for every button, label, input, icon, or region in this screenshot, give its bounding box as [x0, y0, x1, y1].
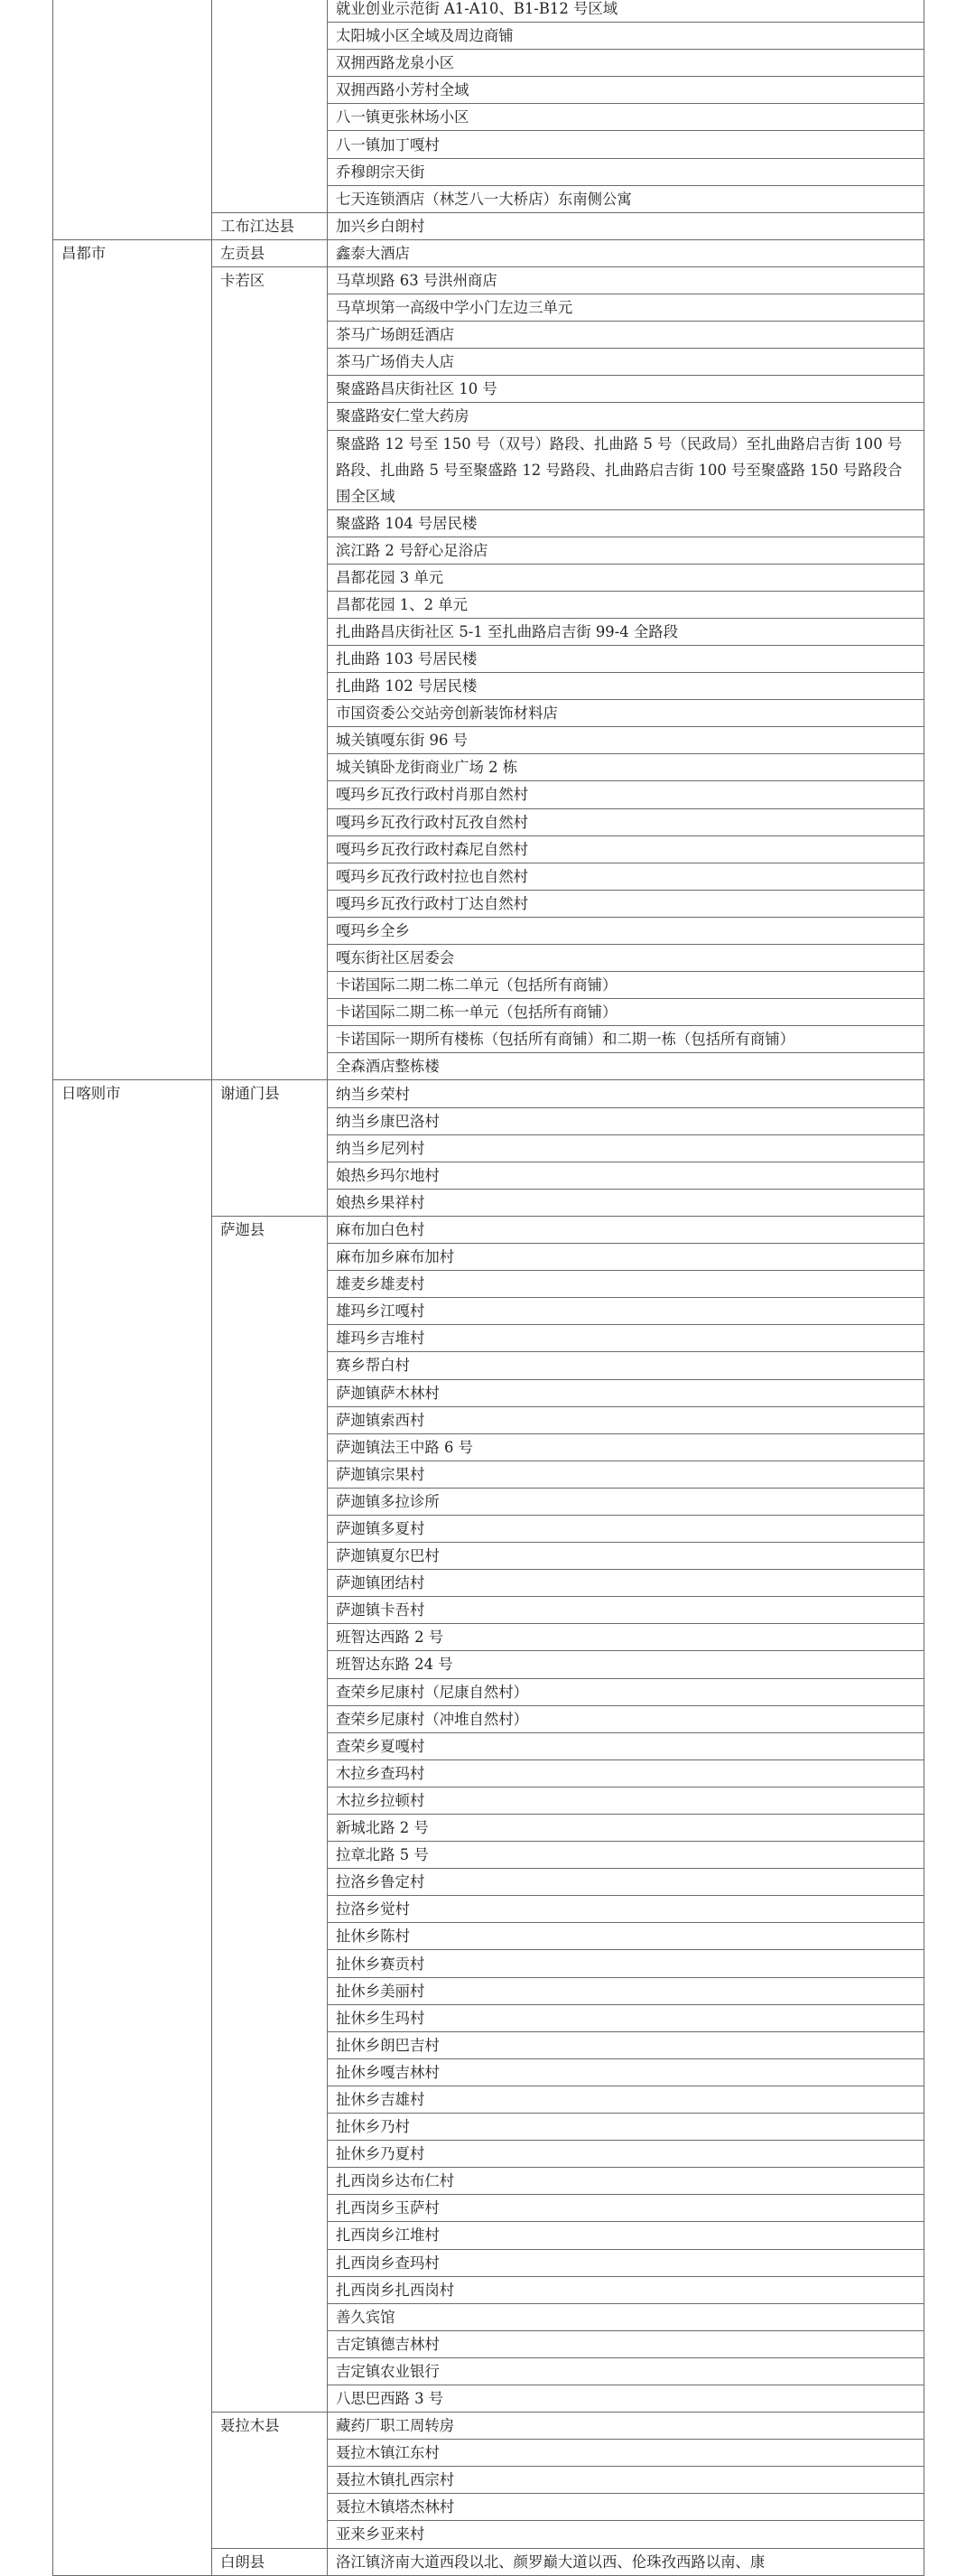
- place-cell: 雄麦乡雄麦村: [328, 1271, 924, 1298]
- place-cell: 扯休乡吉雄村: [328, 2086, 924, 2113]
- place-cell: 茶马广场俏夫人店: [328, 349, 924, 376]
- place-cell: 扎曲路 102 号居民楼: [328, 673, 924, 700]
- place-cell: 嘎玛乡瓦孜行政村丁达自然村: [328, 890, 924, 917]
- place-cell: 木拉乡拉顿村: [328, 1787, 924, 1814]
- place-cell: 七天连锁酒店（林芝八一大桥店）东南侧公寓: [328, 185, 924, 212]
- place-cell: 新城北路 2 号: [328, 1815, 924, 1842]
- place-cell: 扎西岗乡查玛村: [328, 2249, 924, 2276]
- place-cell: 城关镇卧龙街商业广场 2 栋: [328, 754, 924, 781]
- place-cell: 班智达东路 24 号: [328, 1651, 924, 1678]
- place-cell: 聚盛路安仁堂大药房: [328, 403, 924, 430]
- place-cell: 麻布加白色村: [328, 1216, 924, 1243]
- place-cell: 扯休乡生玛村: [328, 2004, 924, 2031]
- place-cell: 聂拉木镇江东村: [328, 2440, 924, 2467]
- place-cell: 昌都花园 3 单元: [328, 564, 924, 591]
- county-cell: [212, 0, 328, 212]
- place-cell: 萨迦镇卡吾村: [328, 1597, 924, 1624]
- place-cell: 卡诺国际二期二栋二单元（包括所有商铺）: [328, 972, 924, 999]
- place-cell: 扯休乡嘎吉林村: [328, 2058, 924, 2086]
- place-cell: 扯休乡美丽村: [328, 1977, 924, 2004]
- place-cell: 纳当乡康巴洛村: [328, 1107, 924, 1134]
- place-cell: 萨迦镇宗果村: [328, 1461, 924, 1488]
- table-row: [53, 239, 924, 266]
- county-cell: 聂拉木县: [212, 2413, 328, 2548]
- place-cell: 赛乡帮白村: [328, 1352, 924, 1379]
- place-cell: 扎西岗乡扎西岗村: [328, 2276, 924, 2303]
- place-cell: 吉定镇农业银行: [328, 2357, 924, 2385]
- place-cell: 嘎玛乡全乡: [328, 917, 924, 944]
- place-cell: 扯休乡乃村: [328, 2114, 924, 2141]
- table-row: [53, 0, 924, 23]
- place-cell: 聂拉木镇扎西宗村: [328, 2467, 924, 2494]
- place-cell: 滨江路 2 号舒心足浴店: [328, 537, 924, 564]
- place-cell: 嘎玛乡瓦孜行政村拉也自然村: [328, 863, 924, 890]
- place-cell: 吉定镇德吉林村: [328, 2330, 924, 2357]
- place-cell: 双拥西路小芳村全域: [328, 77, 924, 104]
- place-cell: 扎曲路 103 号居民楼: [328, 645, 924, 672]
- place-cell: 娘热乡玛尔地村: [328, 1162, 924, 1189]
- place-cell: 查荣乡夏嘎村: [328, 1732, 924, 1759]
- place-cell: 嘎玛乡瓦孜行政村瓦孜自然村: [328, 808, 924, 835]
- place-cell: 亚来乡亚来村: [328, 2521, 924, 2548]
- place-cell: 嘎玛乡瓦孜行政村肖那自然村: [328, 781, 924, 808]
- table-row: [53, 1080, 924, 1107]
- place-cell: 扯休乡赛贡村: [328, 1950, 924, 1977]
- county-cell: 左贡县: [212, 239, 328, 266]
- city-cell: 日喀则市: [53, 1080, 212, 2575]
- county-cell: 白朗县: [212, 2548, 328, 2575]
- place-cell: 萨迦镇多拉诊所: [328, 1488, 924, 1515]
- place-cell: 马草坝第一高级中学小门左边三单元: [328, 294, 924, 322]
- city-cell: 昌都市: [53, 239, 212, 1080]
- place-cell: 卡诺国际一期所有楼栋（包括所有商铺）和二期一栋（包括所有商铺）: [328, 1026, 924, 1053]
- place-cell: 拉洛乡鲁定村: [328, 1869, 924, 1896]
- place-cell: 麻布加乡麻布加村: [328, 1244, 924, 1271]
- place-cell: 加兴乡白朗村: [328, 212, 924, 239]
- place-cell: 藏药厂职工周转房: [328, 2413, 924, 2440]
- place-cell: 聚盛路昌庆街社区 10 号: [328, 376, 924, 403]
- county-cell: 谢通门县: [212, 1080, 328, 1216]
- place-cell: 聚盛路 104 号居民楼: [328, 509, 924, 537]
- place-cell: 太阳城小区全域及周边商铺: [328, 23, 924, 50]
- place-cell: 双拥西路龙泉小区: [328, 50, 924, 77]
- place-cell: 八一镇更张林场小区: [328, 104, 924, 131]
- place-cell: 萨迦镇多夏村: [328, 1515, 924, 1542]
- county-cell: 卡若区: [212, 266, 328, 1080]
- place-cell: 昌都花园 1、2 单元: [328, 591, 924, 618]
- place-cell: 鑫泰大酒店: [328, 239, 924, 266]
- place-cell: 萨迦镇夏尔巴村: [328, 1543, 924, 1570]
- place-cell: 纳当乡荣村: [328, 1080, 924, 1107]
- place-cell: 扯休乡乃夏村: [328, 2141, 924, 2168]
- place-cell: 马草坝路 63 号洪州商店: [328, 266, 924, 294]
- place-cell: 就业创业示范街 A1-A10、B1-B12 号区域: [328, 0, 924, 23]
- place-cell: 雄玛乡吉堆村: [328, 1325, 924, 1352]
- place-cell: 纳当乡尼列村: [328, 1134, 924, 1162]
- place-cell: 扎西岗乡达布仁村: [328, 2168, 924, 2195]
- risk-area-table: [52, 0, 924, 2576]
- place-cell: 扯休乡朗巴吉村: [328, 2031, 924, 2058]
- place-cell: 嘎东街社区居委会: [328, 945, 924, 972]
- county-cell: 工布江达县: [212, 212, 328, 239]
- place-cell: 茶马广场朗廷酒店: [328, 322, 924, 349]
- county-cell: 萨迦县: [212, 1216, 328, 2412]
- place-cell: 嘎玛乡瓦孜行政村森尼自然村: [328, 835, 924, 863]
- place-cell: 查荣乡尼康村（冲堆自然村）: [328, 1705, 924, 1732]
- place-cell: 卡诺国际二期二栋一单元（包括所有商铺）: [328, 999, 924, 1026]
- place-cell: 八一镇加丁嘎村: [328, 131, 924, 158]
- table-body: [53, 0, 924, 2575]
- place-cell: 扯休乡陈村: [328, 1923, 924, 1950]
- place-cell: 拉章北路 5 号: [328, 1842, 924, 1869]
- place-cell: 查荣乡尼康村（尼康自然村）: [328, 1678, 924, 1705]
- place-cell: 扎曲路昌庆街社区 5-1 至扎曲路启吉街 99-4 全路段: [328, 618, 924, 645]
- city-cell: [53, 0, 212, 239]
- place-cell: 雄玛乡江嘎村: [328, 1298, 924, 1325]
- place-cell: 聚盛路 12 号至 150 号（双号）路段、扎曲路 5 号（民政局）至扎曲路启吉街 100 号路段、扎曲路 5 号至聚盛路 12 号路段、扎曲路启吉街 100 号至聚盛路 150 号路段合围全区域: [328, 430, 924, 509]
- place-cell: 萨迦镇萨木林村: [328, 1379, 924, 1406]
- place-cell: 洛江镇济南大道西段以北、颜罗巅大道以西、伦珠孜西路以南、康: [328, 2548, 924, 2575]
- place-cell: 萨迦镇团结村: [328, 1570, 924, 1597]
- place-cell: 木拉乡查玛村: [328, 1759, 924, 1787]
- place-cell: 八思巴西路 3 号: [328, 2385, 924, 2412]
- place-cell: 萨迦镇法王中路 6 号: [328, 1433, 924, 1461]
- place-cell: 扎西岗乡江堆村: [328, 2222, 924, 2249]
- place-cell: 市国资委公交站旁创新装饰材料店: [328, 700, 924, 727]
- place-cell: 善久宾馆: [328, 2303, 924, 2330]
- place-cell: 班智达西路 2 号: [328, 1624, 924, 1651]
- place-cell: 娘热乡果祥村: [328, 1189, 924, 1216]
- place-cell: 乔穆朗宗天街: [328, 158, 924, 185]
- place-cell: 聂拉木镇塔杰林村: [328, 2494, 924, 2521]
- place-cell: 扎西岗乡玉萨村: [328, 2195, 924, 2222]
- place-cell: 萨迦镇索西村: [328, 1406, 924, 1433]
- place-cell: 拉洛乡觉村: [328, 1896, 924, 1923]
- place-cell: 全森酒店整栋楼: [328, 1053, 924, 1080]
- place-cell: 城关镇嘎东街 96 号: [328, 727, 924, 754]
